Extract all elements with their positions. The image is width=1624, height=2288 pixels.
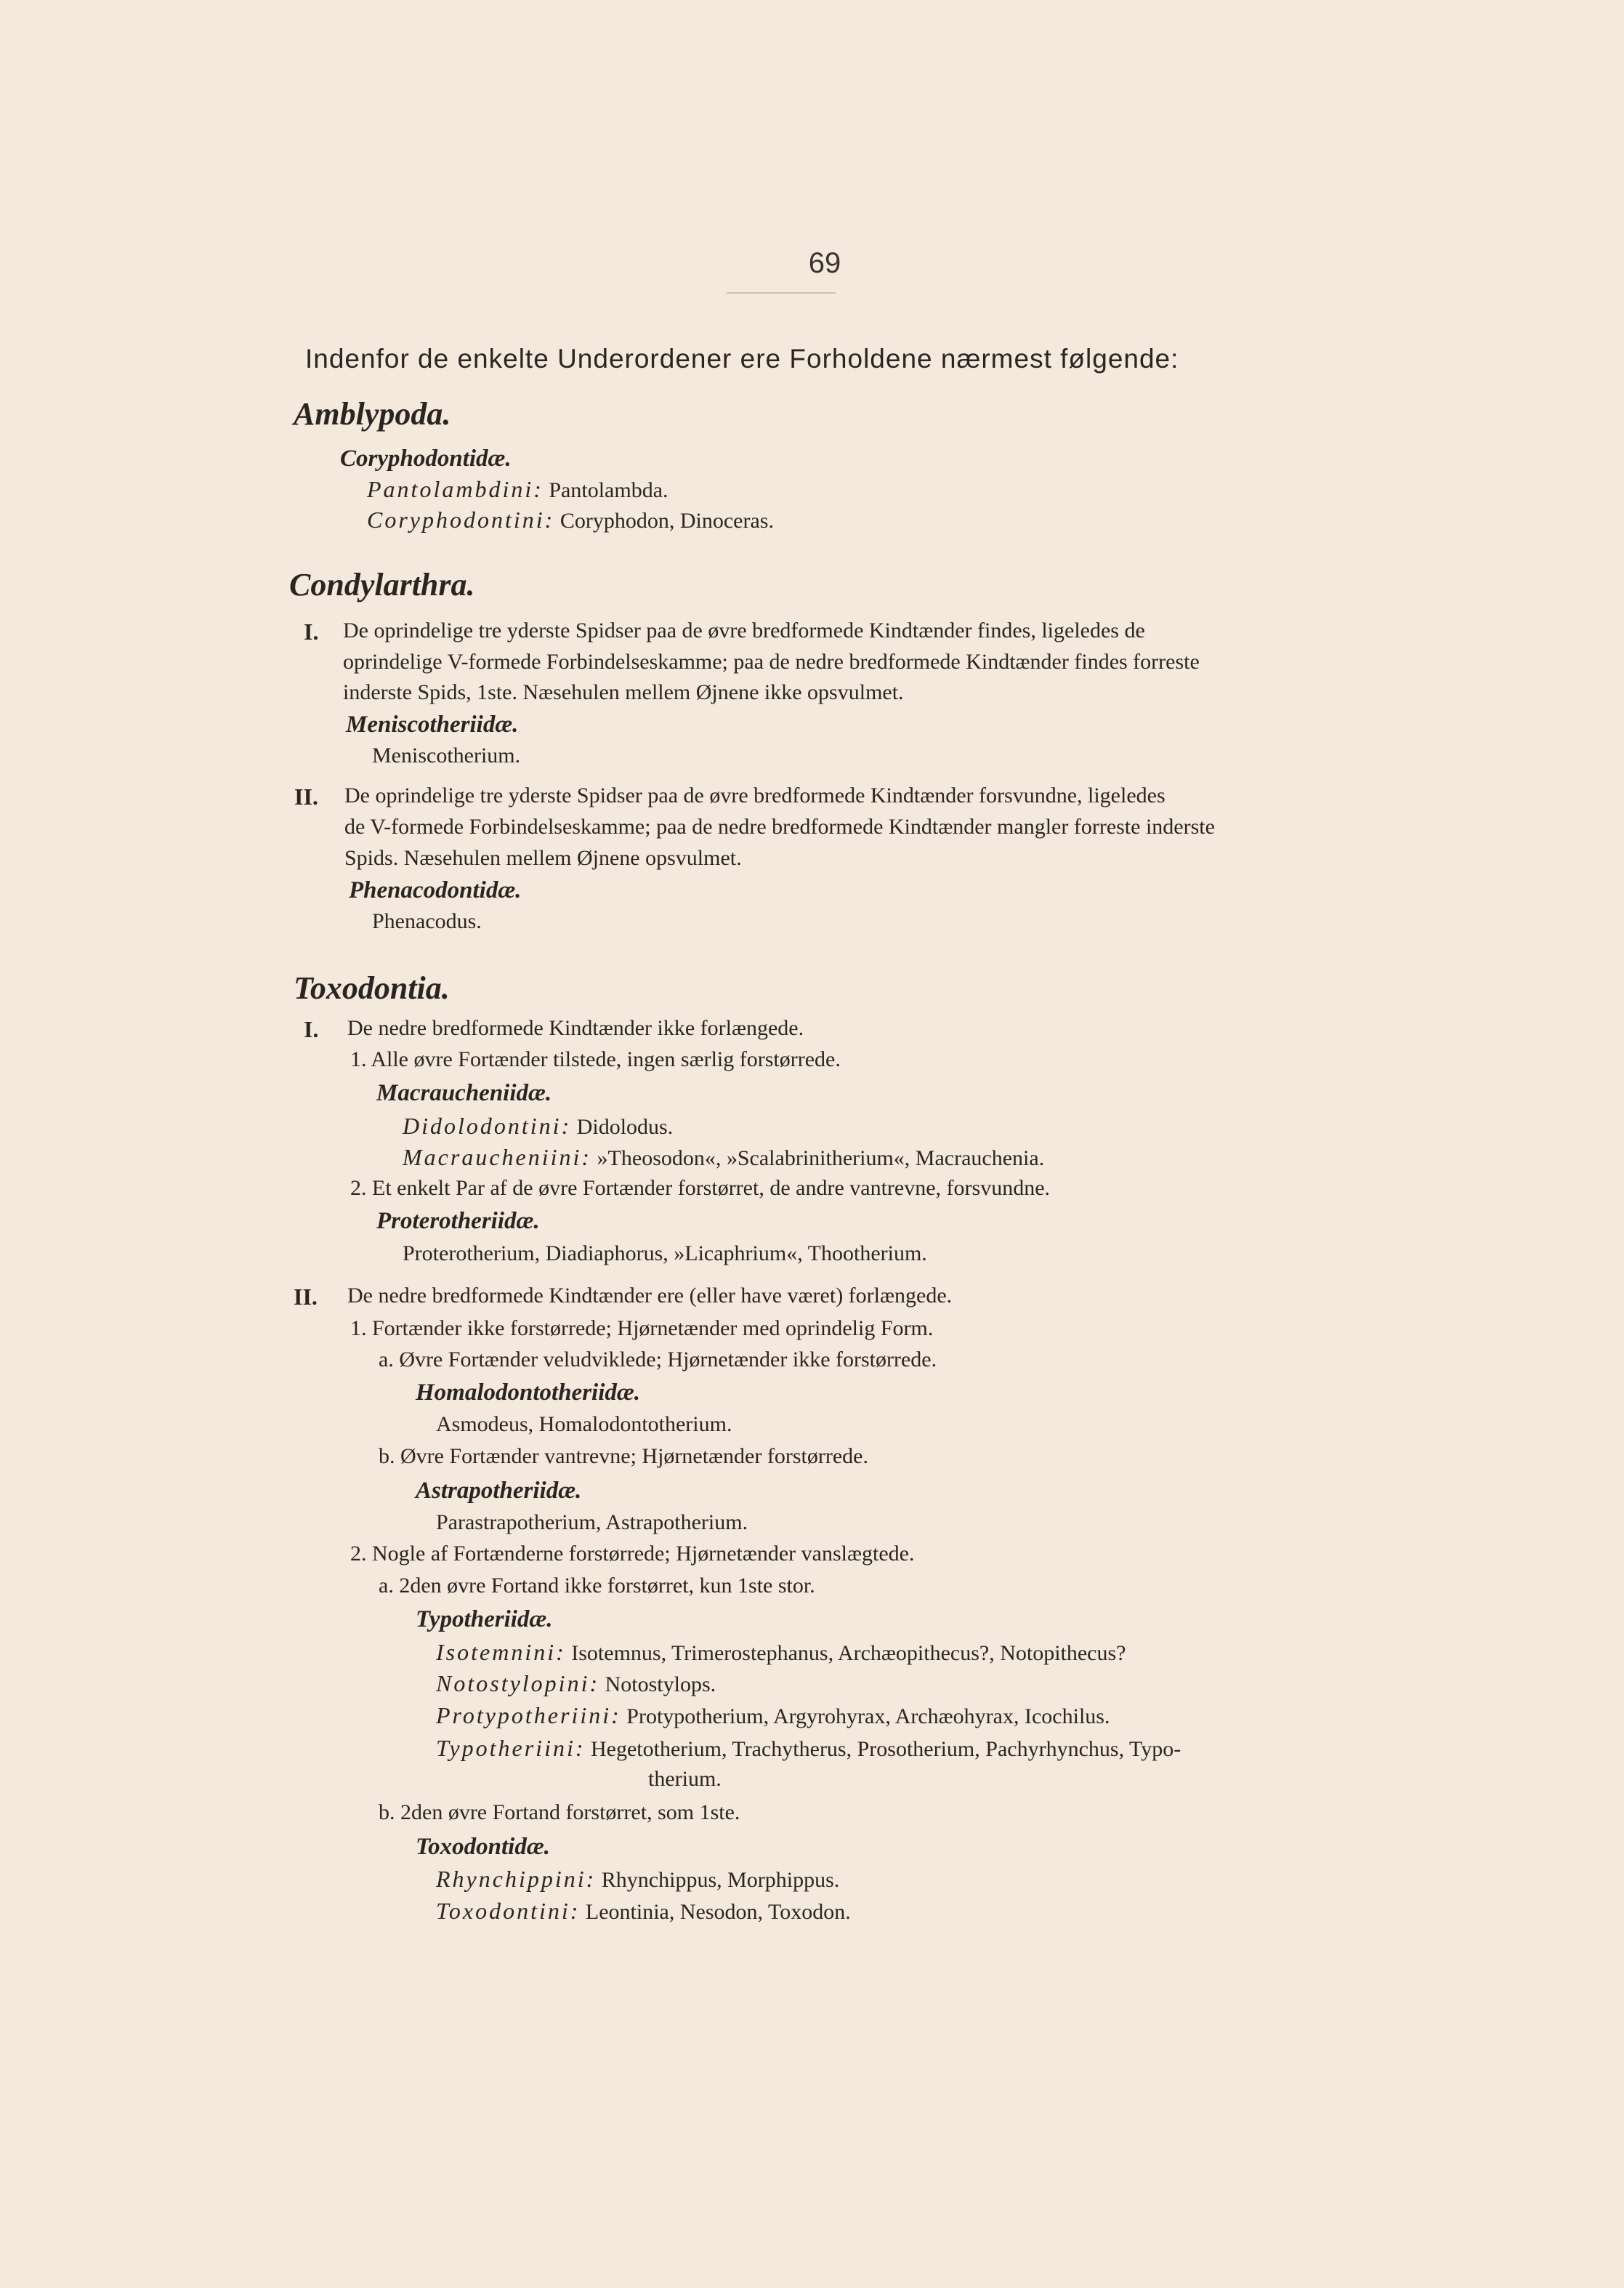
genera-list: »Theosodon«, »Scalabrinitherium«, Macrauchenia. [597, 1146, 1045, 1170]
tribe-name: Typotheriini: [436, 1735, 586, 1761]
family-heading: Typotheriidæ. [416, 1606, 553, 1632]
genera-list: Didolodus. [576, 1115, 674, 1139]
tribe-name: Macraucheniini: [403, 1144, 592, 1170]
genera-list: Notostylops. [605, 1672, 716, 1696]
tribe-name: Notostylopini: [436, 1670, 600, 1696]
paragraph-line: de V-formede Forbindelseskamme; paa de nedre bredformede Kindtænder mangler forreste inderste [344, 815, 1215, 839]
numbered-item: 1. Fortænder ikke forstørrede; Hjørnetænder med oprindelig Form. [350, 1316, 934, 1340]
numbered-item: 2. Et enkelt Par af de øvre Fortænder forstørret, de andre vantrevne, forsvundne. [350, 1176, 1051, 1200]
genera-list: Hegetotherium, Trachytherus, Prosotherium, Pachyrhynchus, Typo- [591, 1737, 1181, 1761]
order-heading: Amblypoda. [294, 396, 451, 432]
tribe-line [436, 1638, 1126, 1667]
numbered-item: 2. Nogle af Fortænderne forstørrede; Hjørnetænder vanslægtede. [350, 1542, 915, 1566]
genera-list: Isotemnus, Trimerostephanus, Archæopithecus?, Notopithecus? [571, 1641, 1126, 1665]
family-heading: Proterotheriidæ. [376, 1208, 540, 1234]
roman-marker: II. [294, 1284, 318, 1310]
genera-list: Protypotherium, Argyrohyrax, Archæohyrax, Icochilus. [626, 1704, 1110, 1728]
tribe-line [436, 1669, 716, 1698]
genera-list: Meniscotherium. [372, 744, 521, 768]
roman-marker: II. [294, 784, 318, 810]
family-heading: Phenacodontidæ. [349, 877, 522, 903]
paragraph-line: Spids. Næsehulen mellem Øjnene opsvulmet. [344, 846, 742, 870]
genera-list: Leontinia, Nesodon, Toxodon. [585, 1900, 851, 1924]
paragraph-line: oprindelige V-formede Forbindelseskamme; paa de nedre bredformede Kindtænder findes forreste [343, 650, 1200, 674]
intro-text: Indenfor de enkelte Underordener ere Forholdene nærmest følgende: [305, 344, 1179, 374]
family-heading: Astrapotheriidæ. [416, 1478, 582, 1504]
paragraph-line: De oprindelige tre yderste Spidser paa de øvre bredformede Kindtænder findes, ligeledes de [343, 619, 1145, 643]
paragraph-line: inderste Spids, 1ste. Næsehulen mellem Øjnene ikke opsvulmet. [343, 680, 904, 704]
tribe-line [403, 1143, 1044, 1172]
genera-list: Asmodeus, Homalodontotherium. [436, 1412, 732, 1436]
genera-list: Rhynchippus, Morphippus. [601, 1868, 840, 1892]
lettered-item: b. Øvre Fortænder vantrevne; Hjørnetænder forstørrede. [379, 1444, 868, 1468]
page-number-rule [727, 292, 836, 294]
tribe-line [367, 475, 668, 504]
family-heading: Toxodontidæ. [416, 1834, 550, 1860]
family-heading: Homalodontotheriidæ. [416, 1379, 640, 1406]
genera-list: Parastrapotherium, Astrapotherium. [436, 1510, 748, 1534]
genera-list: Coryphodon, Dinoceras. [559, 509, 774, 533]
genera-list: Pantolambda. [549, 478, 668, 502]
tribe-name: Rhynchippini: [436, 1866, 597, 1892]
tribe-name: Didolodontini: [403, 1113, 572, 1139]
lettered-item: a. Øvre Fortænder veludviklede; Hjørnetænder ikke forstørrede. [379, 1348, 937, 1371]
paragraph-line: De nedre bredformede Kindtænder ere (eller have været) forlængede. [347, 1284, 953, 1308]
numbered-item: 1. Alle øvre Fortænder tilstede, ingen særlig forstørrede. [350, 1047, 841, 1071]
page-number: 69 [808, 247, 841, 279]
tribe-line [436, 1865, 839, 1893]
tribe-name: Coryphodontini: [367, 507, 555, 533]
tribe-line [436, 1897, 851, 1925]
genera-list: Proterotherium, Diadiaphorus, »Licaphrium«, Thootherium. [403, 1241, 927, 1265]
tribe-line [367, 506, 774, 534]
tribe-line [436, 1734, 1181, 1763]
tribe-name: Isotemnini: [436, 1639, 566, 1665]
tribe-name: Toxodontini: [436, 1898, 581, 1924]
roman-marker: I. [304, 619, 319, 645]
tribe-name: Protypotheriini: [436, 1702, 621, 1728]
order-heading: Condylarthra. [289, 567, 475, 603]
family-heading: Macraucheniidæ. [376, 1080, 552, 1106]
lettered-item: a. 2den øvre Fortand ikke forstørret, kun 1ste stor. [379, 1574, 815, 1598]
tribe-line [403, 1112, 673, 1140]
genera-list-continuation: therium. [648, 1767, 722, 1791]
family-heading: Meniscotheriidæ. [346, 712, 519, 738]
order-heading: Toxodontia. [294, 970, 450, 1006]
paragraph-line: De nedre bredformede Kindtænder ikke forlængede. [347, 1016, 804, 1040]
genera-list: Phenacodus. [372, 909, 482, 933]
paragraph-line: De oprindelige tre yderste Spidser paa de øvre bredformede Kindtænder forsvundne, ligeledes [344, 784, 1166, 807]
tribe-line [436, 1701, 1110, 1730]
roman-marker: I. [304, 1016, 319, 1042]
lettered-item: b. 2den øvre Fortand forstørret, som 1ste. [379, 1800, 740, 1824]
tribe-name: Pantolambdini: [367, 476, 544, 502]
family-heading: Coryphodontidæ. [340, 446, 512, 472]
